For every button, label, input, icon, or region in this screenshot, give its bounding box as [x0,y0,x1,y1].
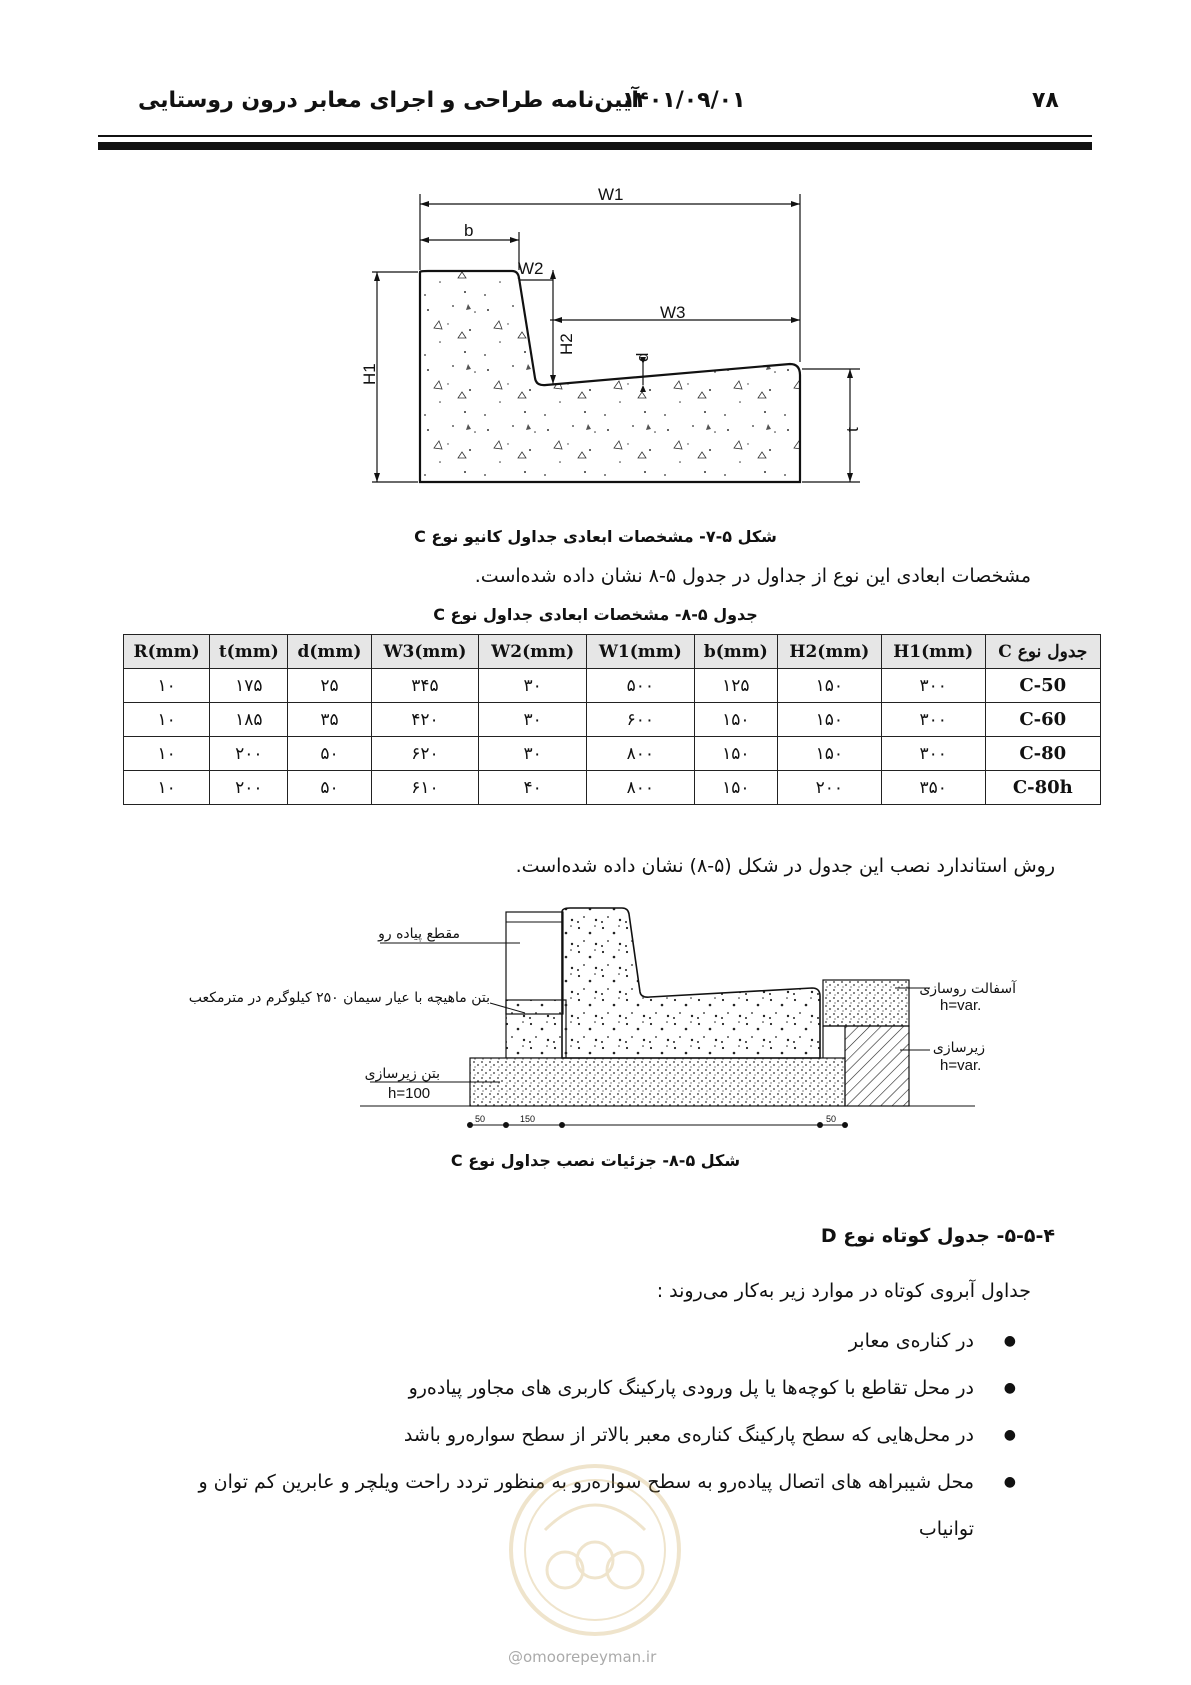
label-subbase-h: h=100 [388,1085,431,1102]
table-cell: C-80h [985,771,1100,805]
table-cell: ۱۵۰ [694,737,777,771]
table-cell: ۱۰ [124,703,210,737]
col-header: جدول نوع C [985,635,1100,669]
figure2-caption: شکل ۵-۸- جزئیات نصب جداول نوع C [450,1151,741,1170]
label-h2: H2 [557,333,576,355]
table-cell: ۲۰۰ [210,771,288,805]
label-t: t [843,427,862,432]
install-text: روش استاندارد نصب این جدول در شکل (۵-۸) نشان داده شده‌است. [515,855,1055,877]
dimension-table [123,634,1101,805]
subgrade-layer [845,1026,909,1106]
col-header: W3(mm) [371,635,479,669]
col-header: W1(mm) [587,635,695,669]
col-header: t(mm) [210,635,288,669]
table-cell: ۲۰۰ [210,737,288,771]
table-cell: ۱۵۰ [694,771,777,805]
table-cell: ۱۰ [124,737,210,771]
table-cell: ۳۰۰ [881,669,985,703]
section-intro: جداول آبروی کوتاه در موارد زیر به‌کار می‌روند : [656,1280,1031,1302]
list-item: ● در محل‌هایی که سطح پارکینگ کناره‌ی معبر بالاتر از سطح سواره‌رو باشد [156,1412,1016,1459]
table-cell: ۳۰۰ [881,703,985,737]
sidewalk-block [506,912,563,1014]
page-number: ۷۸ [1032,88,1059,113]
label-w3: W3 [660,303,686,322]
curb-section [562,908,820,1058]
section-heading: ۵-۵-۴- جدول کوتاه نوع D [820,1225,1055,1247]
watermark-logo [505,1460,685,1640]
table-header-row [124,635,1101,669]
table-cell: ۳۵۰ [881,771,985,805]
table-cell: ۱۵۰ [694,703,777,737]
figure1-caption: شکل ۵-۷- مشخصات ابعادی جداول کانیو نوع C [414,527,777,546]
table-cell: ۱۸۵ [210,703,288,737]
table-cell: ۶۲۰ [371,737,479,771]
asphalt-layer [823,980,909,1026]
label-b: b [464,221,474,240]
table-cell: ۵۰۰ [587,669,695,703]
col-header: H1(mm) [881,635,985,669]
label-asphalt-h: h=var. [940,997,982,1014]
table-cell: ۱۰ [124,669,210,703]
label-w1: W1 [598,185,624,204]
table-cell: ۸۰۰ [587,771,695,805]
table-cell: ۱۵۰ [777,703,881,737]
table-cell: ۳۰۰ [881,737,985,771]
table-cell: ۵۰ [288,771,371,805]
table-cell: ۱۵۰ [777,737,881,771]
figure-curb-dimensions [0,0,1191,520]
header-title: آیین‌نامه طراحی و اجرای معابر درون روستایی [138,88,639,113]
table-cell: ۲۵ [288,669,371,703]
label-subgrade: زیرسازی [932,1040,985,1056]
intro-text: مشخصات ابعادی این نوع از جداول در جدول ۵-۸ نشان داده شده‌است. [474,565,1031,587]
col-header: d(mm) [288,635,371,669]
table-cell: ۱۲۵ [694,669,777,703]
label-h1: H1 [360,363,379,385]
label-d: d [633,352,652,362]
col-header: W2(mm) [479,635,587,669]
table-cell: ۳۵ [288,703,371,737]
table-cell: ۳۴۵ [371,669,479,703]
list-item: ● در محل تقاطع با کوچه‌ها یا پل ورودی پارکینگ کاربری های مجاور پیاده‌رو [156,1365,1016,1412]
table-cell: ۵۰ [288,737,371,771]
label-subbase-concrete: بتن زیرسازی [364,1066,440,1082]
list-item: ● محل شیبراهه های اتصال پیاده‌رو به سطح سواره‌رو به منظور تردد راحت ویلچر و عابرین کم توان و توانیاب [156,1459,1016,1553]
table-caption: جدول ۵-۸- مشخصات ابعادی جداول نوع C [433,605,758,624]
table-cell: ۴۲۰ [371,703,479,737]
table-cell: ۳۰ [479,669,587,703]
table-row [124,669,1101,703]
table-cell: ۴۰ [479,771,587,805]
table-cell: ۸۰۰ [587,737,695,771]
table-cell: ۱۷۵ [210,669,288,703]
dim-50-right: 50 [826,1114,837,1124]
list-item: ● در کناره‌ی معابر [156,1318,1016,1365]
table-row [124,771,1101,805]
table-cell: ۱۵۰ [777,669,881,703]
subbase-concrete [470,1058,845,1106]
col-header: R(mm) [124,635,210,669]
figure-installation-detail [0,900,1191,1150]
table-row [124,703,1101,737]
table-cell: C-60 [985,703,1100,737]
label-asphalt: آسفالت روسازی [919,981,1016,997]
table-cell: ۲۰۰ [777,771,881,805]
table-cell: ۳۰ [479,703,587,737]
dim-150: 150 [520,1114,536,1124]
label-subgrade-h: h=var. [940,1057,982,1074]
label-w2: W2 [518,259,544,278]
table-cell: ۳۰ [479,737,587,771]
table-cell: C-50 [985,669,1100,703]
label-sidewalk: مقطع پیاده رو [378,926,460,942]
haunch-concrete [506,1000,566,1058]
col-header: b(mm) [694,635,777,669]
watermark-text: @omoorepeyman.ir [508,1648,657,1666]
table-row [124,737,1101,771]
table-cell: ۶۱۰ [371,771,479,805]
dim-50-left: 50 [475,1114,486,1124]
table-cell: ۱۰ [124,771,210,805]
header-date: ۱۴۰۱/۰۹/۰۱ [622,88,746,113]
table-cell: C-80 [985,737,1100,771]
table-cell: ۶۰۰ [587,703,695,737]
label-haunch-concrete: بتن ماهیچه با عیار سیمان ۲۵۰ کیلوگرم در مترمکعب [188,990,490,1006]
col-header: H2(mm) [777,635,881,669]
curb-section [420,271,800,482]
